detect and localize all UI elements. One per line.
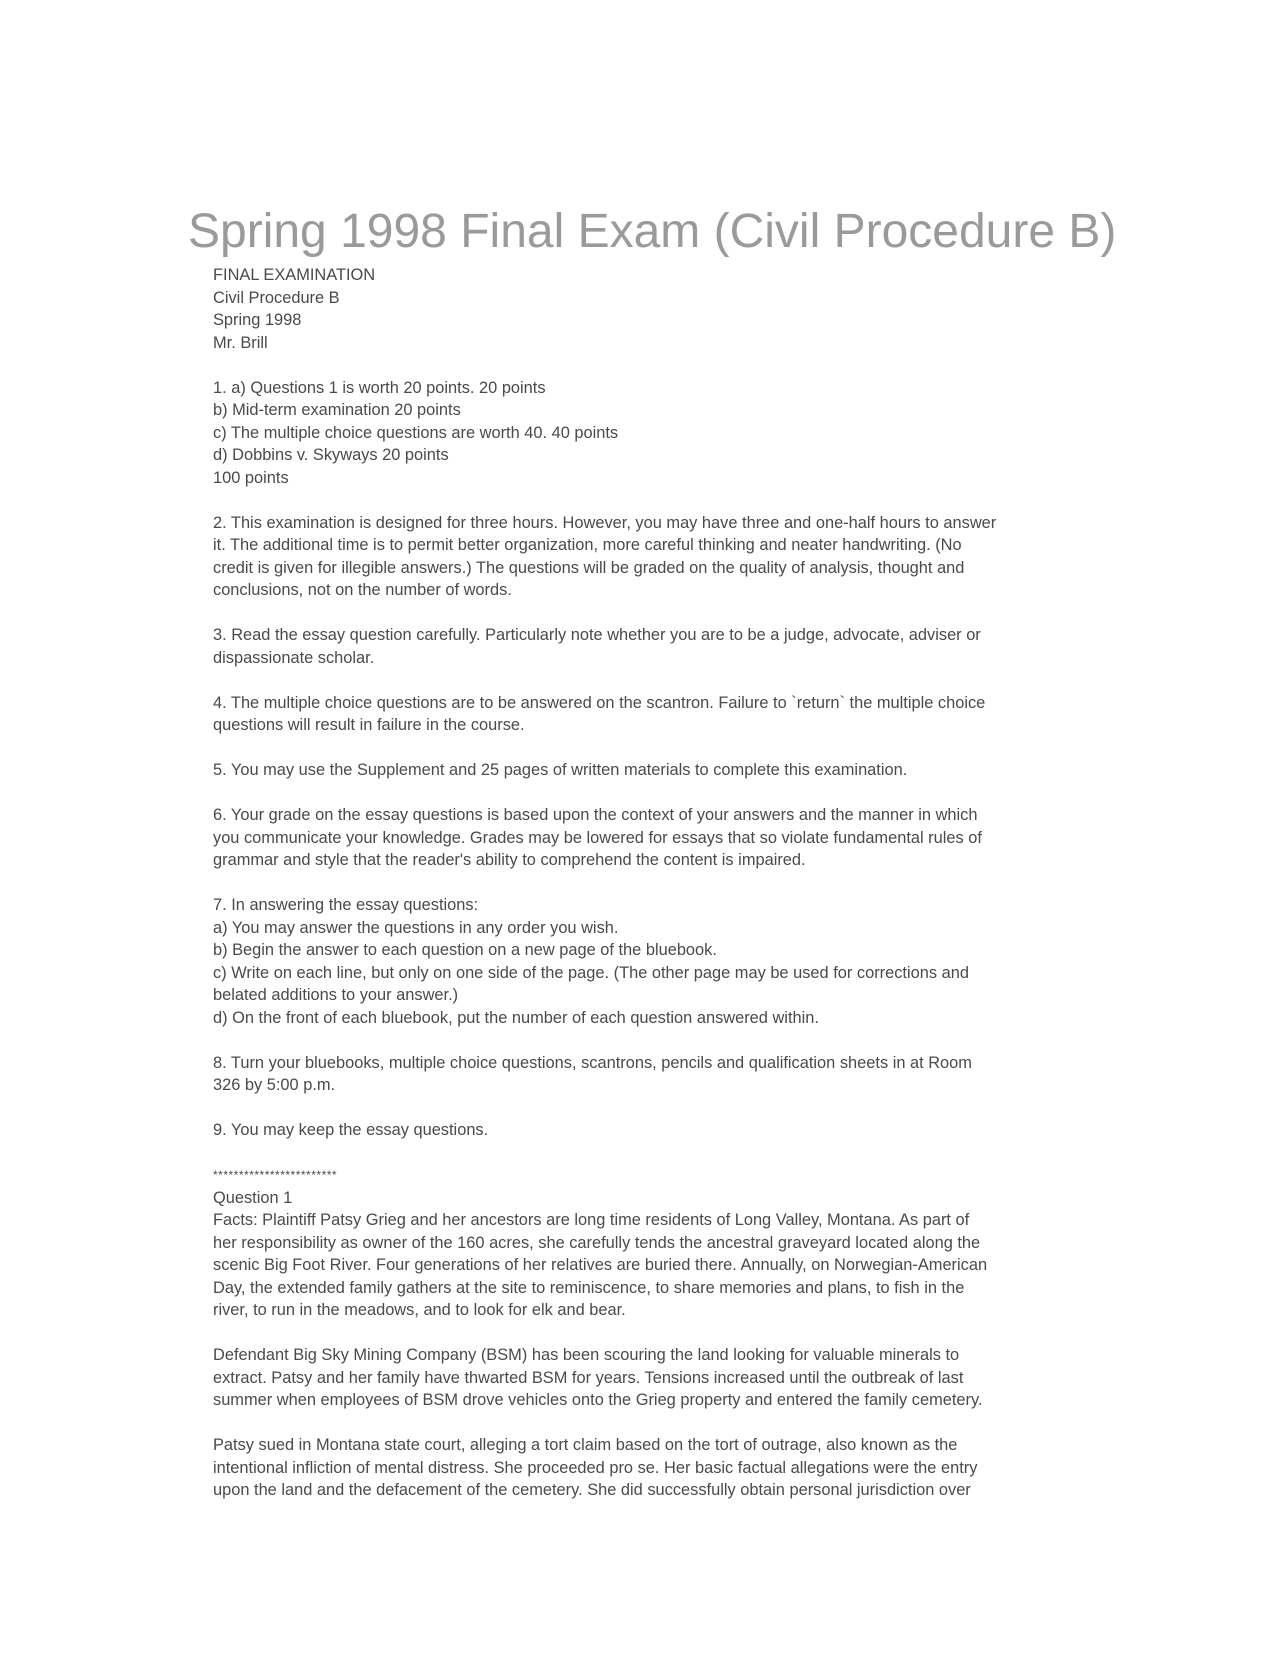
question-paragraph (213, 1434, 1073, 1502)
instruction-line: 9. You may keep the essay questions. (213, 1121, 489, 1139)
instruction-line: 4. The multiple choice questions are to be answered on the scantron. Failure to `return` the multiple choice (213, 693, 986, 712)
instruction-line: conclusions, not on the number of words. (213, 581, 512, 599)
header-line: FINAL EXAMINATION (213, 266, 376, 284)
question-line: extract. Patsy and her family have thwarted BSM for years. Tensions increased until the outbreak of last (213, 1368, 964, 1387)
instruction-line: 100 points (213, 468, 289, 487)
question-line: river, to run in the meadows, and to look for elk and bear. (213, 1301, 626, 1319)
document-body (213, 264, 1073, 1524)
header-line: Spring 1998 (213, 311, 302, 329)
page-title: Spring 1998 Final Exam (Civil Procedure B) (188, 205, 1117, 259)
instruction-line: c) Write on each line, but only on one side of the page. (The other page may be used for corrections and (213, 963, 969, 982)
question-line: Defendant Big Sky Mining Company (BSM) has been scouring the land looking for valuable minerals to (213, 1346, 960, 1364)
instruction-line: 326 by 5:00 p.m. (213, 1076, 336, 1094)
question-section (213, 1164, 1073, 1502)
instruction-line: you communicate your knowledge. Grades may be lowered for essays that so violate fundamental rules of (213, 828, 982, 847)
instruction-line: it. The additional time is to permit better organization, more careful thinking and neater handwriting. (No (213, 536, 962, 554)
instruction-line: 6. Your grade on the essay questions is based upon the context of your answers and the manner in which (213, 806, 978, 824)
header-line: Civil Procedure B (213, 288, 340, 307)
question-line: Facts: Plaintiff Patsy Grieg and her ancestors are long time residents of Long Valley, Montana. As part of (213, 1211, 970, 1229)
instruction-2 (213, 512, 1073, 602)
separator: ************************ (213, 1168, 338, 1182)
instruction-line: b) Begin the answer to each question on a new page of the bluebook. (213, 941, 717, 959)
instruction-line: 2. This examination is designed for three hours. However, you may have three and one-half hours to answer (213, 513, 997, 532)
instruction-line: 7. In answering the essay questions: (213, 896, 479, 914)
question-line: her responsibility as owner of the 160 acres, she carefully tends the ancestral graveyard located along the (213, 1233, 981, 1252)
instruction-6 (213, 804, 1073, 872)
instruction-3 (213, 624, 1073, 669)
instruction-line: grammar and style that the reader's ability to comprehend the content is impaired. (213, 851, 806, 869)
instruction-line: d) On the front of each bluebook, put the number of each question answered within. (213, 1008, 819, 1027)
instruction-9 (213, 1119, 1073, 1142)
instruction-line: 8. Turn your bluebooks, multiple choice questions, scantrons, pencils and qualification sheets in at Room (213, 1053, 972, 1072)
instruction-line: belated additions to your answer.) (213, 986, 459, 1004)
instruction-1 (213, 377, 1073, 490)
question-line: upon the land and the defacement of the cemetery. She did successfully obtain personal jurisdiction over (213, 1481, 971, 1499)
question-line: summer when employees of BSM drove vehicles onto the Grieg property and entered the family cemetery. (213, 1391, 983, 1409)
instruction-8 (213, 1052, 1073, 1097)
question-paragraph (213, 1344, 1073, 1412)
instruction-5 (213, 759, 1073, 782)
instruction-line: credit is given for illegible answers.) The questions will be graded on the quality of analysis, thought and (213, 558, 965, 577)
instruction-7 (213, 894, 1073, 1029)
instruction-line: dispassionate scholar. (213, 648, 375, 667)
question-line: scenic Big Foot River. Four generations of her relatives are buried there. Annually, on Norwegian-American (213, 1256, 988, 1274)
instruction-4 (213, 692, 1073, 737)
header-line: Mr. Brill (213, 333, 268, 352)
instruction-line: 5. You may use the Supplement and 25 pages of written materials to complete this examination. (213, 761, 908, 779)
question-heading: Question 1 (213, 1188, 293, 1207)
instruction-line: d) Dobbins v. Skyways 20 points (213, 446, 449, 464)
question-line: Patsy sued in Montana state court, alleging a tort claim based on the tort of outrage, also known as the (213, 1436, 958, 1454)
exam-header (213, 264, 1073, 354)
instruction-line: c) The multiple choice questions are worth 40. 40 points (213, 423, 619, 442)
instruction-line: questions will result in failure in the course. (213, 716, 525, 734)
instruction-line: 3. Read the essay question carefully. Particularly note whether you are to be a judge, advocate, adviser or (213, 626, 981, 644)
question-line: intentional infliction of mental distress. She proceeded pro se. Her basic factual allegations were the entry (213, 1458, 978, 1477)
instruction-line: b) Mid-term examination 20 points (213, 401, 461, 419)
instruction-line: a) You may answer the questions in any order you wish. (213, 918, 619, 937)
instruction-line: 1. a) Questions 1 is worth 20 points. 20 points (213, 378, 546, 397)
question-paragraph (213, 1209, 1073, 1322)
question-line: Day, the extended family gathers at the site to reminiscence, to share memories and plans, to fish in the (213, 1278, 965, 1297)
